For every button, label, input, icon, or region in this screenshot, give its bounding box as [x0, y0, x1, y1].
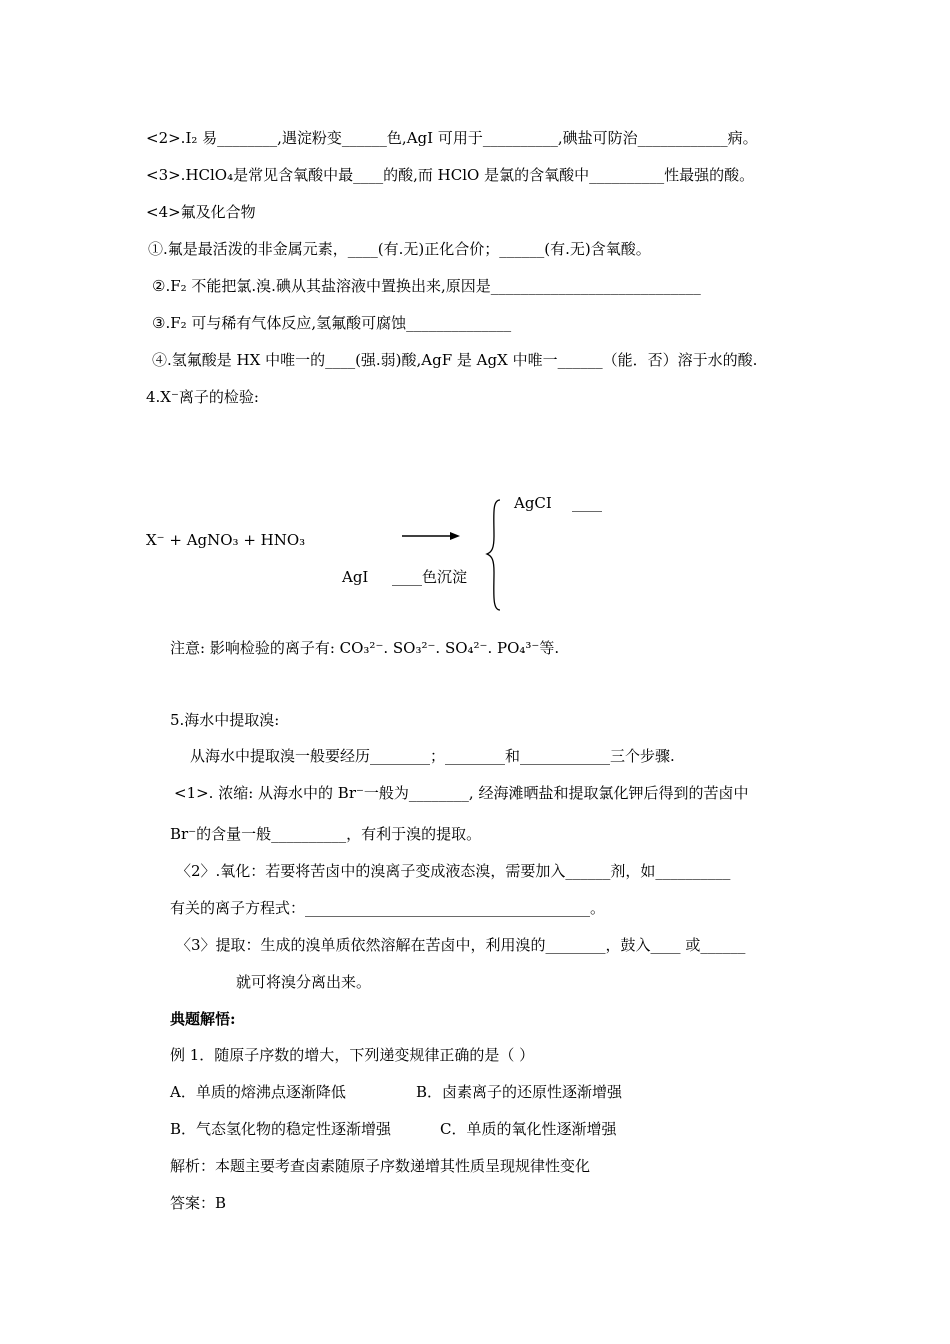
answer-line: 答案：B: [170, 1194, 227, 1212]
text-line: <1>. 浓缩: 从海水中的 Br⁻一般为________, 经海滩晒盐和提取氯化钾后得到的苦卤中: [174, 784, 749, 802]
product-agcl: AgCI: [514, 494, 552, 512]
text-line: 〈3〉提取：生成的溴单质依然溶解在苦卤中，利用溴的________，鼓入____ 或______: [176, 936, 746, 954]
reaction-reactants: X⁻ + AgNO₃ + HNO₃: [146, 531, 306, 549]
product-agi: AgI: [342, 568, 369, 586]
text-line: 有关的离子方程式：______________________________________。: [170, 899, 606, 917]
text-line: 就可将溴分离出来。: [236, 973, 372, 991]
text-line: <3>.HClO₄是常见含氧酸中最____的酸,而 HClO 是氯的含氧酸中__________性最强的酸。: [146, 166, 755, 184]
note-line: 注意: 影响检验的离子有: CO₃²⁻. SO₃²⁻. SO₄²⁻. PO₄³⁻等.: [170, 639, 560, 657]
text-line: Br⁻的含量一般__________，有利于溴的提取。: [170, 825, 482, 843]
option-b2: B．气态氢化物的稳定性逐渐增强: [170, 1120, 392, 1138]
product-agi-color: ____色沉淀: [392, 568, 468, 586]
product-agcl-blank: ____: [572, 494, 602, 512]
text-line: 从海水中提取溴一般要经历________；________和____________三个步骤.: [190, 747, 675, 765]
text-line: <2>.I₂ 易________,遇淀粉变______色,AgI 可用于__________,碘盐可防治____________病。: [146, 129, 758, 147]
text-line: 〈2〉.氧化：若要将苦卤中的溴离子变成液态溴，需要加入______剂，如__________: [176, 862, 731, 880]
option-c: C．单质的氧化性逐渐增强: [440, 1120, 617, 1138]
section-title: 5.海水中提取溴:: [170, 711, 280, 729]
text-line: ①.氟是最活泼的非金属元素，____(有.无)正化合价；______(有.无)含氧酸。: [148, 240, 651, 258]
text-line: ②.F₂ 不能把氯.溴.碘从其盐溶液中置换出来,原因是____________________________: [152, 277, 701, 295]
section-heading: 典题解悟:: [170, 1010, 236, 1028]
question-line: 例 1．随原子序数的增大，下列递变规律正确的是（ ）: [170, 1046, 535, 1064]
option-a: A．单质的熔沸点逐渐降低: [170, 1083, 346, 1101]
text-line: 4.X⁻离子的检验:: [146, 388, 259, 406]
text-line: ④.氢氟酸是 HX 中唯一的____(强.弱)酸,AgF 是 AgX 中唯一______（能．否）溶于水的酸.: [152, 351, 758, 369]
analysis-line: 解析：本题主要考查卤素随原子序数递增其性质呈现规律性变化: [170, 1157, 591, 1175]
text-line: ③.F₂ 可与稀有气体反应,氢氟酸可腐蚀______________: [152, 314, 512, 332]
curly-brace: [484, 496, 506, 616]
option-b: B．卤素离子的还原性逐渐增强: [416, 1083, 623, 1101]
reaction-arrow: [400, 527, 462, 545]
text-line: <4>氟及化合物: [146, 203, 256, 221]
